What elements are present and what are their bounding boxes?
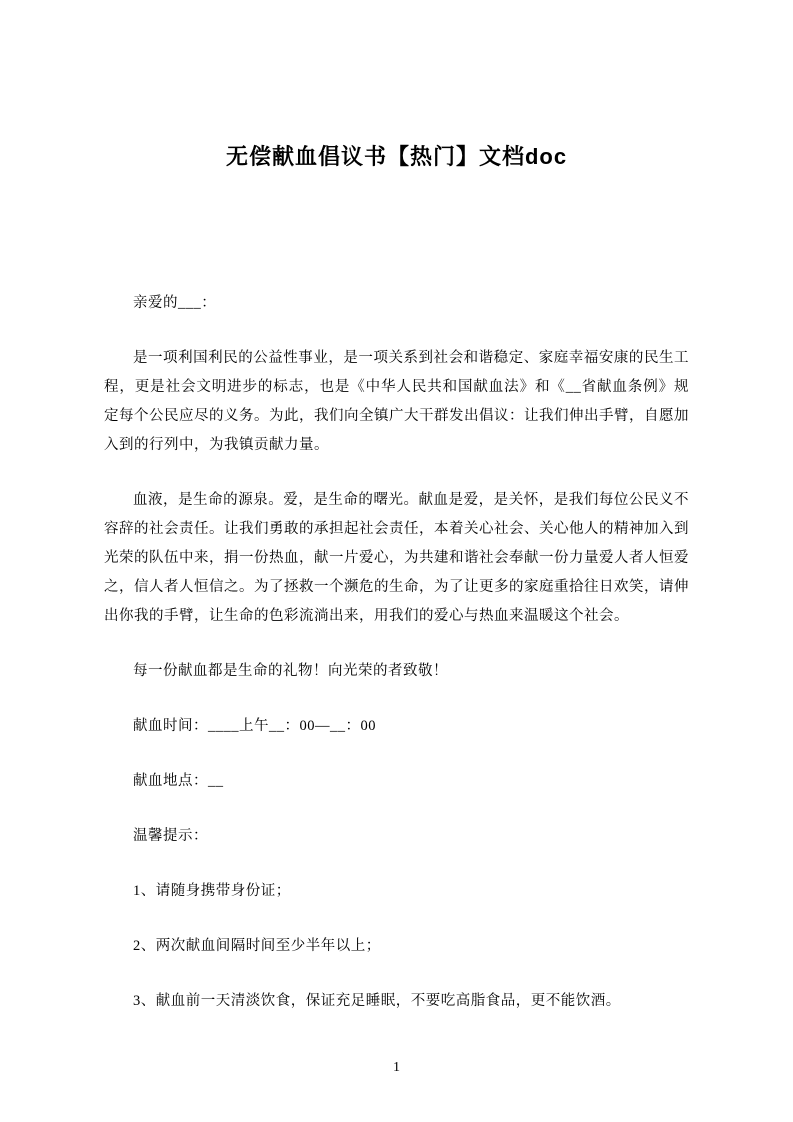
paragraph-slogan: 每一份献血都是生命的礼物！向光荣的者致敬！ xyxy=(133,663,448,679)
paragraph-tip-3: 3、献血前一天清淡饮食，保证充足睡眠，不要吃高脂食品，更不能饮酒。 xyxy=(133,993,621,1009)
page-number: 1 xyxy=(393,1060,400,1075)
document-body xyxy=(104,289,689,1016)
paragraph-tip-2: 2、两次献血间隔时间至少半年以上； xyxy=(133,938,381,954)
paragraph-salutation: 亲爱的___： xyxy=(133,295,217,311)
paragraph-donation-time: 献血时间：____上午__：00—__：00 xyxy=(133,718,376,734)
paragraph-donation-place: 献血地点：__ xyxy=(133,773,224,789)
paragraph-main: 血液，是生命的源泉。爱，是生命的曙光。献血是爱，是关怀，是我们每位公民义不容辞的社会责任。让我们勇敢的承担起社会责任，本着关心社会、关心他人的精神加入到光荣的队伍中来，捐一份热血，献一片爱心，为共建和谐社会奉献一份力量爱人者人恒爱之，信人者人恒信之。为了拯救一个濒危的生命，为了让更多的家庭重拾往日欢笑，请伸出你我的手臂，让生命的色彩流淌出来，用我们的爱心与热血来温暖这个社会。 xyxy=(104,492,689,624)
document-title: 无偿献血倡议书【热门】文档doc xyxy=(225,144,568,169)
paragraph-tips-heading: 温馨提示： xyxy=(133,828,208,844)
paragraph-intro: 是一项利国利民的公益性事业，是一项关系到社会和谐稳定、家庭幸福安康的民生工程，更是社会文明进步的标志，也是《中华人民共和国献血法》和《__省献血条例》规定每个公民应尽的义务。为此，我们向全镇广大干群发出倡议：让我们伸出手臂，自愿加入到的行列中，为我镇贡献力量。 xyxy=(104,350,689,453)
paragraph-tip-1: 1、请随身携带身份证； xyxy=(133,883,291,899)
